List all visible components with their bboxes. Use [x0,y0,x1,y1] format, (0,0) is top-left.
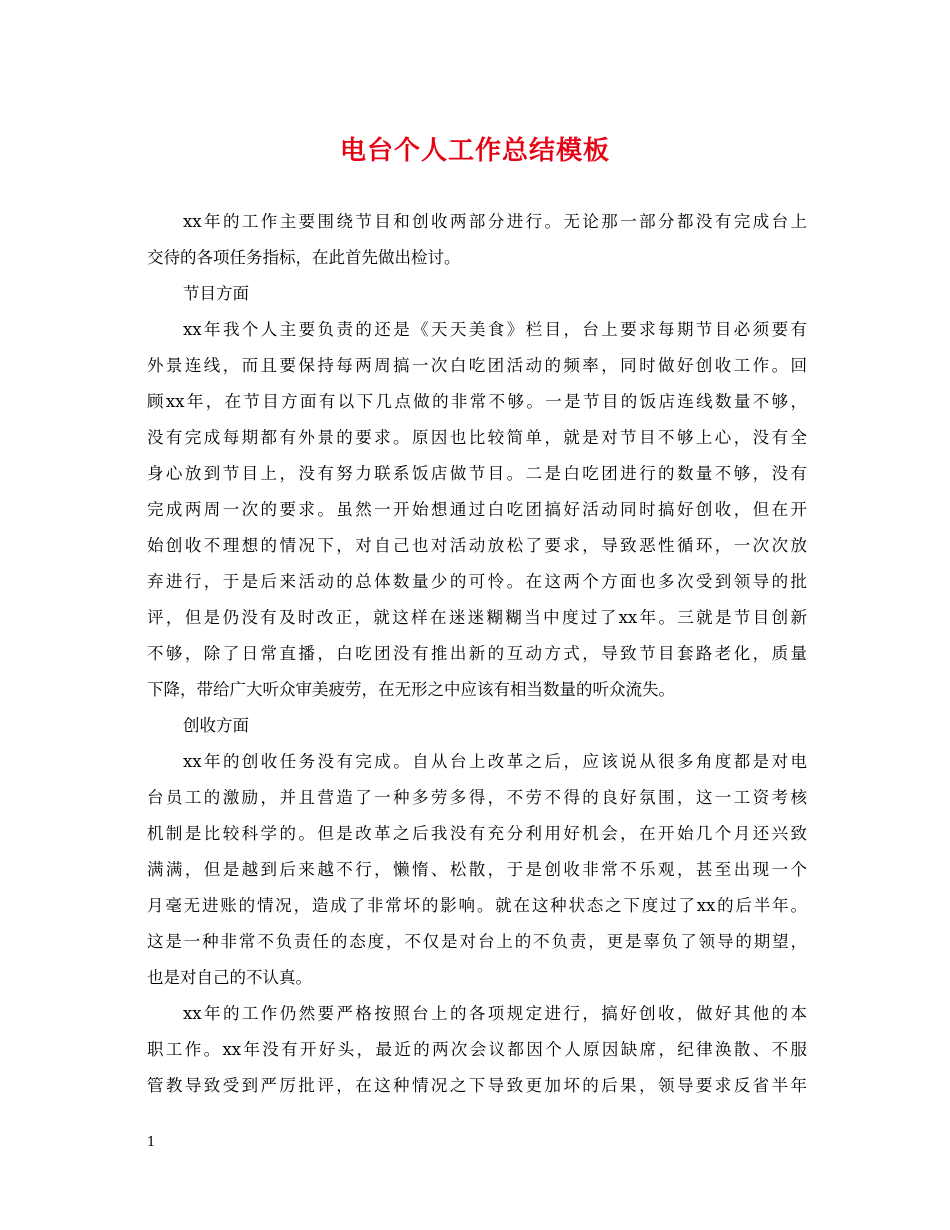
text-line: 也是对自己的不认真。 [147,968,312,987]
text-line: xx年的工作仍然要严格按照台上的各项规定进行，搞好创收，做好其他的本 [183,1004,807,1023]
text-line: 机制是比较科学的。但是改革之后我没有充分利用好机会，在开始几个月还兴致 [147,824,807,843]
text-line: 评，但是仍没有及时改正，就这样在迷迷糊糊当中度过了xx年。三就是节目创新 [147,608,807,627]
text-line: 身心放到节目上，没有努力联系饭店做节目。二是白吃团进行的数量不够，没有 [147,464,807,483]
text-line: 这是一种非常不负责任的态度，不仅是对台上的不负责，更是辜负了领导的期望， [147,932,807,951]
paragraph-plan [147,996,807,1104]
text-line: xx年的创收任务没有完成。自从台上改革之后，应该说从很多角度都是对电 [183,752,807,771]
text-line: xx年我个人主要负责的还是《天天美食》栏目，台上要求每期节目必须要有 [183,320,807,339]
paragraph-programs [147,312,807,708]
document-body [147,204,807,1104]
text-line: 顾xx年，在节目方面有以下几点做的非常不够。一是节目的饭店连线数量不够， [147,392,807,411]
text-line: 外景连线，而且要保持每两周搞一次白吃团活动的频率，同时做好创收工作。回 [147,356,807,375]
page-number: 1 [147,1135,156,1150]
paragraph-revenue [147,744,807,996]
text-line: 交待的各项任务指标，在此首先做出检讨。 [147,248,461,267]
section-heading-programs: 节目方面 [183,284,249,303]
text-line: 始创收不理想的情况下，对自己也对活动放松了要求，导致恶性循环，一次次放 [147,536,807,555]
text-line: 月毫无进账的情况，造成了非常坏的影响。就在这种状态之下度过了xx的后半年。 [147,896,807,915]
text-line: 弃进行，于是后来活动的总体数量少的可怜。在这两个方面也多次受到领导的批 [147,572,807,591]
text-line: 没有完成每期都有外景的要求。原因也比较简单，就是对节目不够上心，没有全 [147,428,807,447]
text-line: 管教导致受到严厉批评，在这种情况之下导致更加坏的后果，领导要求反省半年 [147,1076,807,1095]
text-line: 下降，带给广大听众审美疲劳，在无形之中应该有相当数量的听众流失。 [147,680,675,699]
paragraph-intro [147,204,807,276]
section-heading-revenue: 创收方面 [183,716,249,735]
text-line: 不够，除了日常直播，白吃团没有推出新的互动方式，导致节目套路老化，质量 [147,644,807,663]
text-line: 完成两周一次的要求。虽然一开始想通过白吃团搞好活动同时搞好创收，但在开 [147,500,807,519]
text-line: 台员工的激励，并且营造了一种多劳多得，不劳不得的良好氛围，这一工资考核 [147,788,807,807]
text-line: xx年的工作主要围绕节目和创收两部分进行。无论那一部分都没有完成台上 [183,212,807,231]
text-line: 职工作。xx年没有开好头，最近的两次会议都因个人原因缺席，纪律涣散、不服 [147,1040,807,1059]
text-line: 满满，但是越到后来越不行，懒惰、松散，于是创收非常不乐观，甚至出现一个 [147,860,807,879]
document-title: 电台个人工作总结模板 [339,136,610,166]
